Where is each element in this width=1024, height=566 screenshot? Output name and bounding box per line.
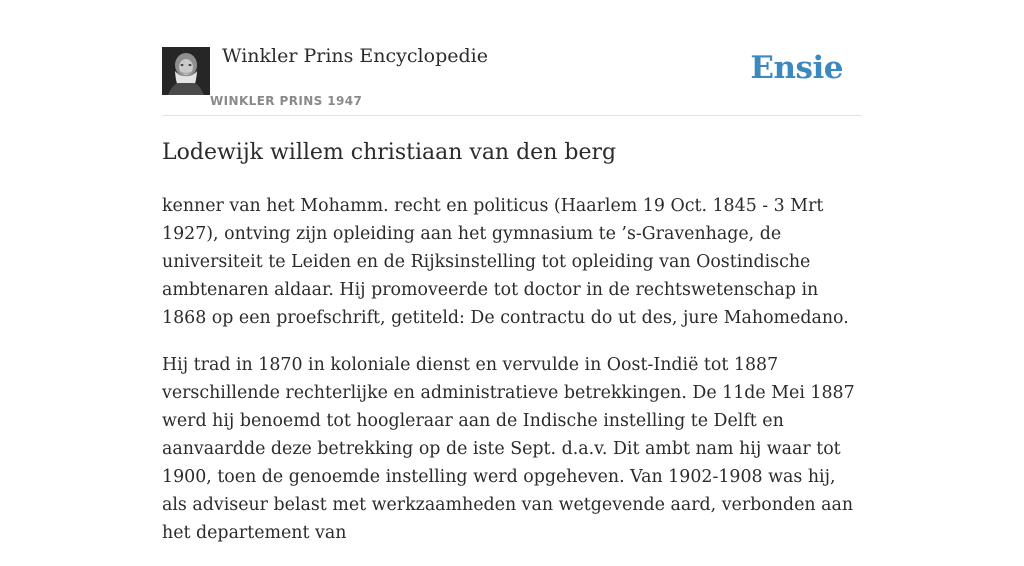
article-body xyxy=(162,192,862,566)
article-paragraph: kenner van het Mohamm. recht en politicus (Haarlem 19 Oct. 1845 - 3 Mrt 1927), ontving zijn opleiding aan het gymnasium te ’s-Gravenhage, de universiteit te Leiden en de Rijksinstelling tot opleiding van Oostindische ambtenaren aldaar. Hij promoveerde tot doctor in de rechtswetenschap in 1868 op een proefschrift, getiteld: De contractu do ut des, jure Mahomedano. xyxy=(162,196,849,328)
article-paragraph: Hij trad in 1870 in koloniale dienst en vervulde in Oost-Indië tot 1887 verschillende rechterlijke en administratieve betrekkingen. De 11de Mei 1887 werd hij benoemd tot hoogleraar aan de Indische instelling te Delft en aanvaardde deze betrekking op de iste Sept. d.a.v. Dit ambt nam hij waar tot 1900, toen de genoemde instelling werd opgeheven. Van 1902-1908 was hij, als adviseur belast met werkzaamheden van wetgevende aard, verbonden aan het departement van xyxy=(162,355,855,543)
edition-label: WINKLER PRINS 1947 xyxy=(210,94,363,108)
bearded-man-portrait-icon xyxy=(162,47,210,95)
article-title: Lodewijk willem christiaan van den berg xyxy=(162,140,617,165)
content-container xyxy=(162,0,862,543)
ensie-logo[interactable]: Ensie xyxy=(750,50,843,86)
site-header xyxy=(162,0,862,116)
site-name-link[interactable]: Winkler Prins Encyclopedie xyxy=(222,45,488,67)
avatar[interactable] xyxy=(162,47,210,95)
